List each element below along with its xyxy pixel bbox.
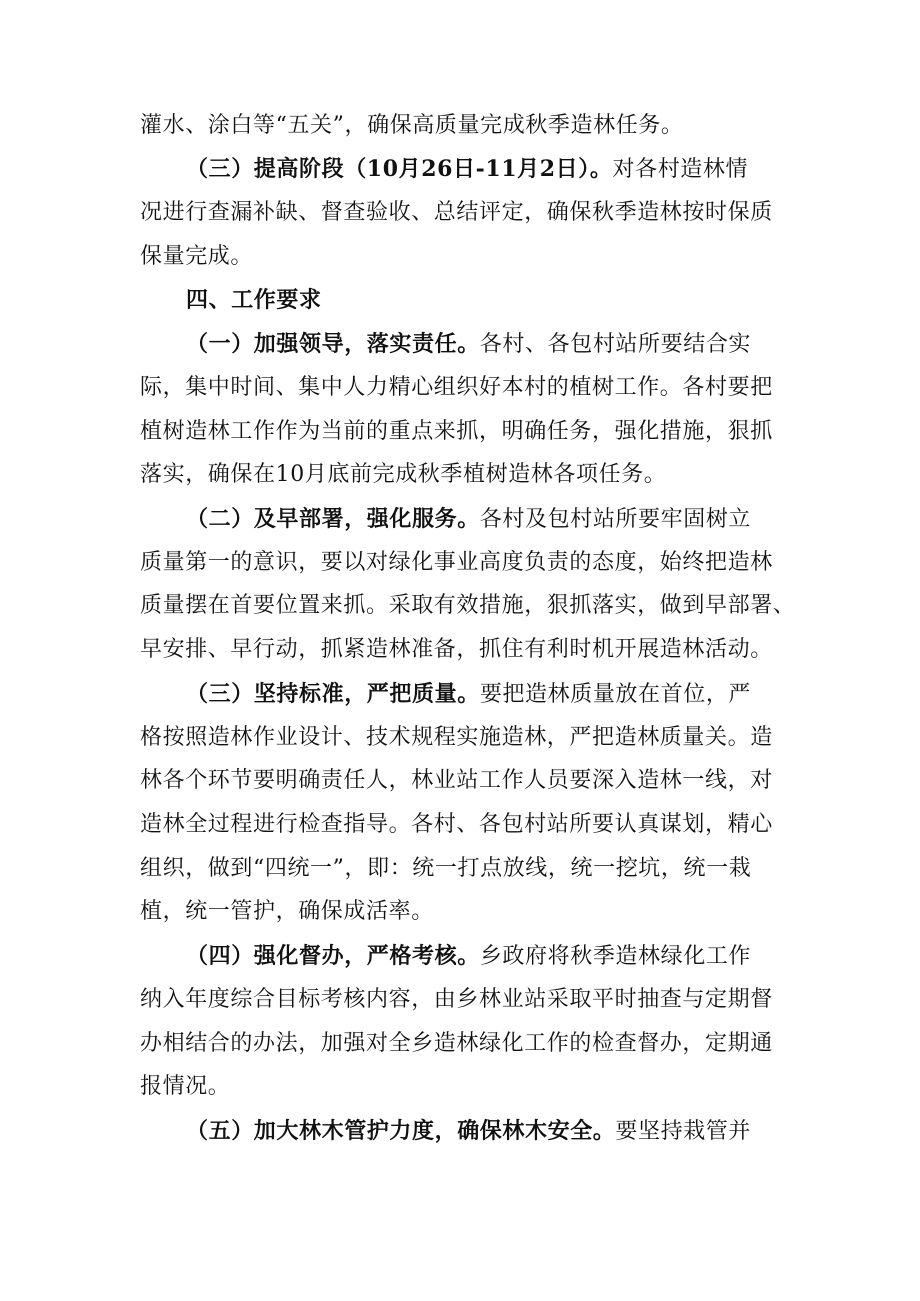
line-text: 对各村造林情 [612, 157, 749, 182]
paragraph-line [140, 896, 800, 928]
line-text: 格按照造林作业设计、技术规程实施造林，严把造林质量关。造 [140, 725, 773, 750]
subheading-text: （二）及早部署，强化服务。 [186, 506, 480, 532]
line-text: 况进行查漏补缺、督查验收、总结评定，确保秋季造林按时保质 [140, 200, 773, 225]
line-text: 植，统一管护，确保成活率。 [140, 899, 434, 924]
line-text: 保量完成。 [140, 244, 254, 269]
line-text: 纳入年度综合目标考核内容，由乡林业站采取平时抽查与定期督 [140, 987, 773, 1012]
paragraph-line [140, 547, 800, 579]
line-text: 乡政府将秋季造林绿化工作 [479, 944, 752, 969]
paragraph-line [186, 153, 800, 185]
subheading-text: （五）加大林木管护力度，确保林木安全。 [186, 1118, 616, 1144]
paragraph-line [140, 459, 800, 491]
paragraph-line [186, 503, 800, 535]
paragraph-line [140, 722, 800, 754]
section-heading [186, 284, 800, 316]
line-text: 造林全过程进行检查指导。各村、各包村站所要认真谋划，精心 [140, 812, 773, 837]
paragraph-line [140, 984, 800, 1016]
paragraph-line [140, 853, 800, 885]
line-text: 办相结合的办法，加强对全乡造林绿化工作的检查督办，定期通 [140, 1031, 773, 1056]
line-text: 要坚持栽管并 [615, 1119, 752, 1144]
subheading-text: （三）提高阶段（10月26日-11月2日）。 [186, 156, 613, 182]
line-text: 落实，确保在10月底前完成秋季植树造林各项任务。 [140, 462, 667, 487]
paragraph-line [140, 372, 800, 404]
subheading-text: （三）坚持标准，严把质量。 [186, 681, 480, 707]
paragraph-line [186, 1115, 800, 1147]
paragraph-line [140, 197, 800, 229]
line-text: 报情况。 [140, 1074, 231, 1099]
line-text: 各村、各包村站所要结合实 [479, 332, 752, 357]
paragraph-line [186, 678, 800, 710]
paragraph-line [140, 590, 800, 622]
paragraph-line [140, 416, 800, 448]
paragraph-line [140, 634, 800, 666]
section-heading-text: 四、工作要求 [186, 287, 322, 313]
line-text: 灌水、涂白等“五关”，确保高质量完成秋季造林任务。 [140, 113, 684, 138]
line-text: 质量第一的意识，要以对绿化事业高度负责的态度，始终把造林 [140, 550, 773, 575]
subheading-text: （四）强化督办，严格考核。 [186, 943, 480, 969]
paragraph-line [140, 809, 800, 841]
line-text: 组织，做到“四统一”，即：统一打点放线，统一挖坑，统一栽 [140, 856, 752, 881]
subheading-text: （一）加强领导，落实责任。 [186, 331, 480, 357]
line-text: 质量摆在首要位置来抓。采取有效措施，狠抓落实，做到早部署、 [140, 593, 796, 618]
line-text: 植树造林工作作为当前的重点来抓，明确任务，强化措施，狠抓 [140, 419, 773, 444]
line-text: 各村及包村站所要牢固树立 [479, 507, 752, 532]
line-text: 要把造林质量放在首位，严 [479, 682, 752, 707]
paragraph-line [140, 1028, 800, 1060]
paragraph-line [140, 241, 800, 273]
paragraph-line [140, 765, 800, 797]
paragraph-line [186, 940, 800, 972]
line-text: 林各个环节要明确责任人，林业站工作人员要深入造林一线，对 [140, 768, 773, 793]
line-text: 早安排、早行动，抓紧造林准备，抓住有利时机开展造林活动。 [140, 637, 773, 662]
paragraph-line [140, 1071, 800, 1103]
paragraph-line [186, 328, 800, 360]
line-text: 际，集中时间、集中人力精心组织好本村的植树工作。各村要把 [140, 375, 773, 400]
paragraph-line [140, 110, 800, 142]
